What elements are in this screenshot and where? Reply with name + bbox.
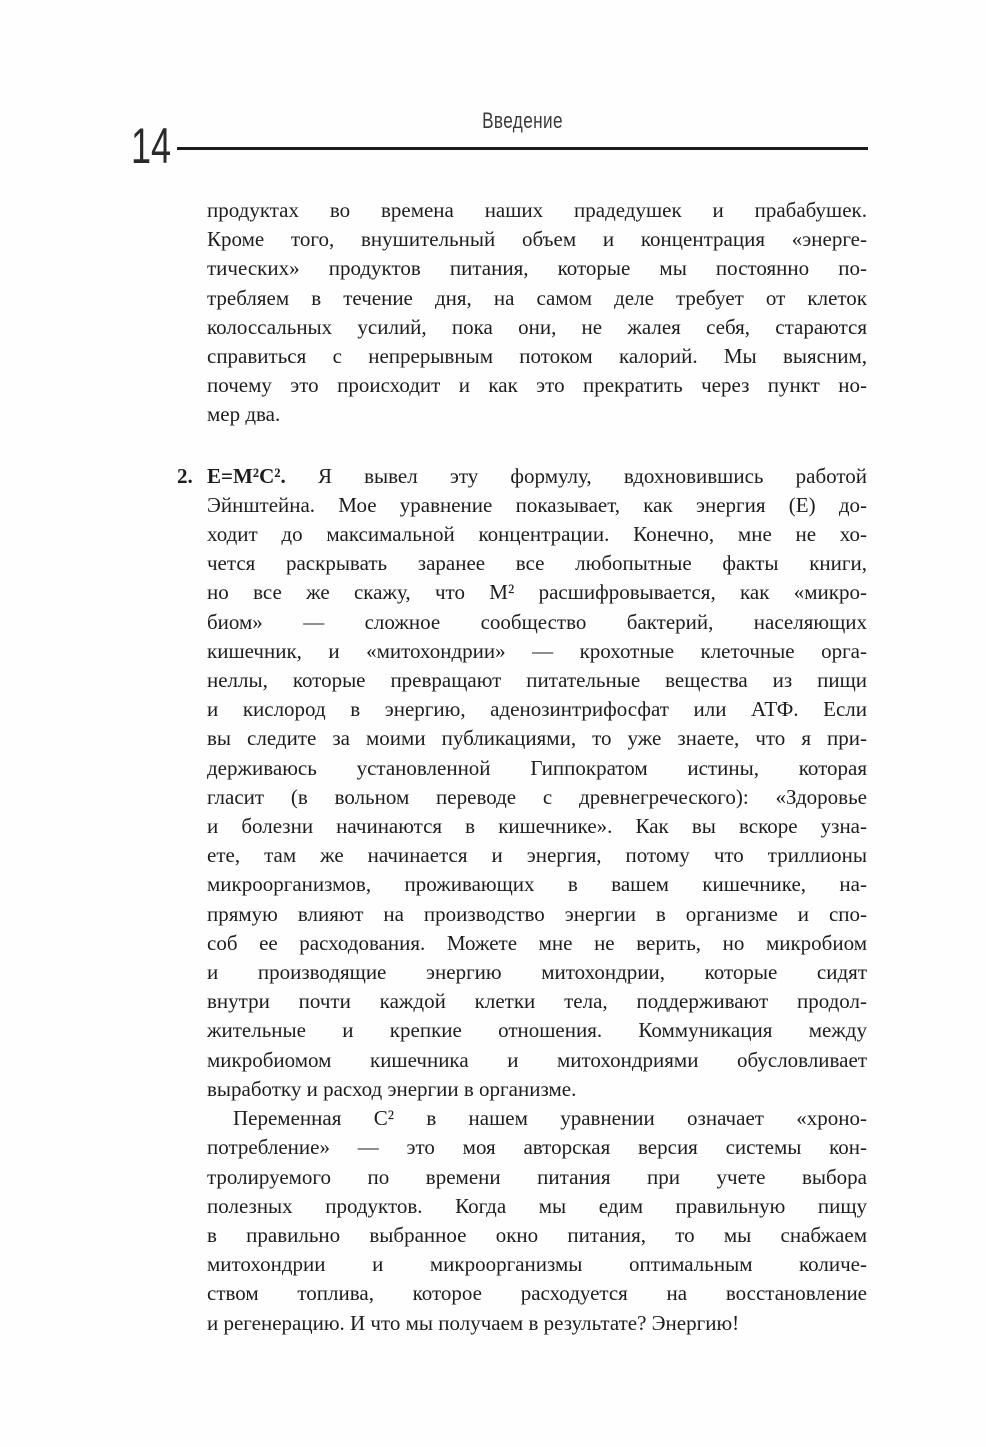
text-line: митохондрии и микроорганизмы оптимальным количе-	[207, 1252, 867, 1277]
text-line: и регенерацию. И что мы получаем в результате? Энергию!	[207, 1310, 740, 1335]
text-line: микробиомом кишечника и митохондриями обусловливает	[207, 1047, 867, 1072]
item-text	[207, 462, 867, 1338]
text-line: E=M²C². Я вывел эту формулу, вдохновившись работой	[207, 463, 867, 488]
item-paragraph-1	[207, 462, 867, 1104]
text-line: Эйнштейна. Мое уравнение показывает, как энергия (Е) до-	[207, 492, 867, 517]
text-line: кишечник, и «митохондрии» — крохотные клеточные орга-	[207, 638, 867, 663]
text-line: но все же скажу, что М² расшифровывается, как «микро-	[207, 580, 867, 605]
page-number: 14	[131, 118, 172, 174]
item-paragraph-2	[207, 1104, 867, 1338]
text-line: внутри почти каждой клетки тела, поддерживают продол-	[207, 989, 867, 1014]
text-line: ством топлива, которое расходуется на восстановление	[207, 1281, 867, 1306]
text-line: тролируемого по времени питания при учете выбора	[207, 1164, 867, 1189]
text-line: продуктах во времена наших прадедушек и прабабушек.	[207, 198, 867, 222]
text-line: держиваюсь установленной Гиппократом истины, которая	[207, 755, 867, 780]
text-line: в правильно выбранное окно питания, то мы снабжаем	[207, 1222, 867, 1247]
text-line: и производящие энергию митохондрии, которые сидят	[207, 960, 867, 985]
text-line: почему это происходит и как это прекратить через пункт но-	[207, 373, 867, 398]
text-line: биом» — сложное сообщество бактерий, населяющих	[207, 609, 867, 634]
text-line: ходит до максимальной концентрации. Конечно, мне не хо-	[207, 522, 867, 547]
text-line: Кроме того, внушительный объем и концентрация «энерге-	[207, 227, 867, 252]
text-line: колоссальных усилий, пока они, не жалея себя, стараются	[207, 314, 867, 339]
item-number: 2.	[177, 463, 193, 488]
text-line: микроорганизмов, проживающих в вашем кишечнике, на-	[207, 872, 867, 897]
text-line: мер два.	[207, 402, 281, 427]
text-line: выработку и расход энергии в организме.	[207, 1076, 577, 1101]
text-line: потребление» — это моя авторская версия системы кон-	[207, 1135, 867, 1160]
text-line: справиться с непрерывным потоком калорий. Мы выясним,	[207, 344, 867, 369]
text-line: ете, там же начинается и энергия, потому что триллионы	[207, 843, 867, 868]
text-line: прямую влияют на производство энергии в организме и спо-	[207, 901, 867, 926]
text-line: требляем в течение дня, на самом деле требует от клеток	[207, 285, 867, 310]
text-line: жительные и крепкие отношения. Коммуникация между	[207, 1018, 867, 1043]
text-line: соб ее расходования. Можете мне не верить, но микробиом	[207, 930, 867, 955]
text-line: чется раскрывать заранее все любопытные факты книги,	[207, 551, 867, 576]
text-line: неллы, которые превращают питательные вещества из пищи	[207, 668, 867, 693]
header-rule	[177, 147, 868, 150]
text-line: и болезни начинаются в кишечнике». Как вы вскоре узна-	[207, 814, 867, 839]
running-head-title: Введение	[482, 108, 563, 133]
text-line: полезных продуктов. Когда мы едим правильную пищу	[207, 1193, 867, 1218]
text-line: гласит (в вольном переводе с древнегреческого): «Здоровье	[207, 784, 867, 809]
page-body	[0, 196, 986, 1338]
bold-formula: E=M²C².	[207, 463, 286, 488]
numbered-item-2	[177, 462, 867, 1338]
text-line: вы следите за моими публикациями, то уже знаете, что я при-	[207, 726, 867, 751]
text-line: и кислород в энергию, аденозинтрифосфат или АТФ. Если	[207, 697, 867, 722]
text-line: Переменная С² в нашем уравнении означает «хроно-	[233, 1106, 867, 1131]
paragraph-continuation	[207, 196, 867, 430]
text-line: тических» продуктов питания, которые мы постоянно по-	[207, 256, 867, 281]
